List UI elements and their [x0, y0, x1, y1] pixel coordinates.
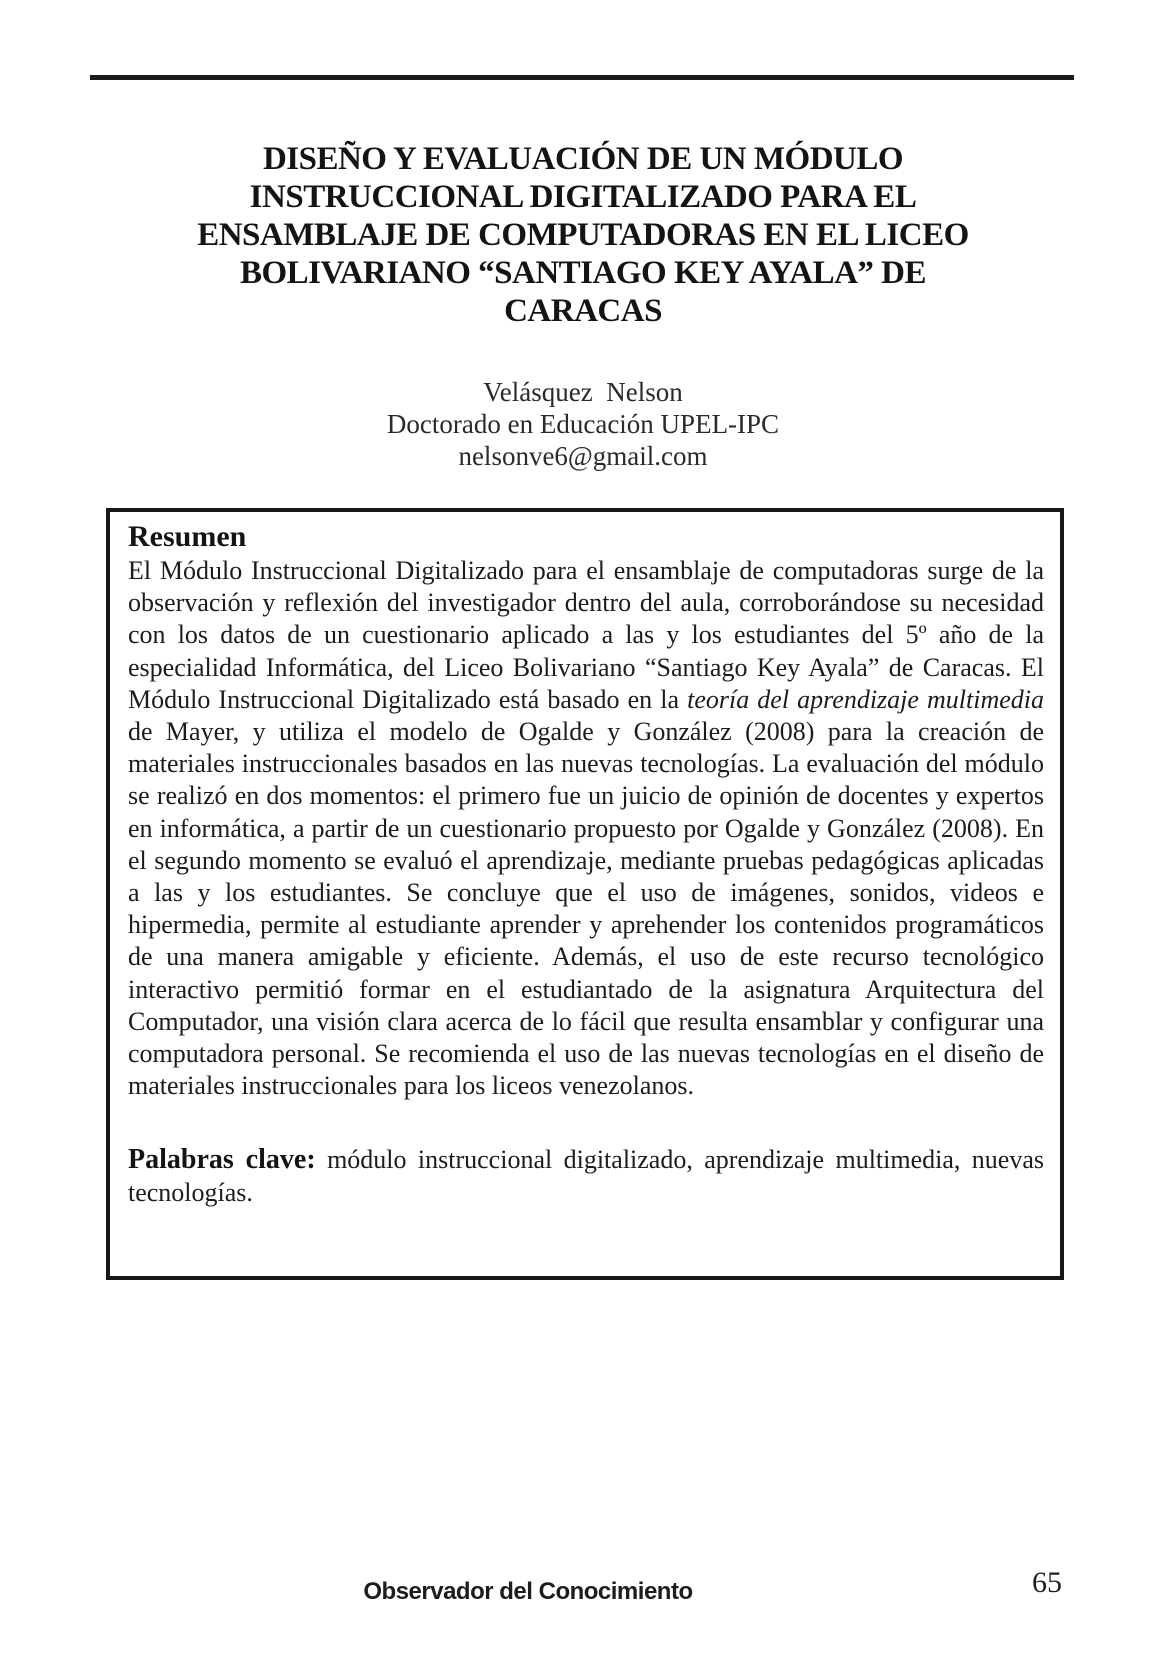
article-title — [70, 140, 1096, 330]
author-block — [0, 376, 1166, 472]
resumen-heading: Resumen — [128, 520, 247, 553]
footer-journal-name: Observador del Conocimiento — [363, 1578, 693, 1605]
resumen-body-text: de Mayer, y utiliza el modelo de Ogalde y González (2008) para la creación de materiales instruccionales basados en las nuevas tecnologías. La evaluación del módulo se realizó en dos momentos: el primero fue un juicio de opinión de docentes y expertos en informática, a partir de un cuestionario propuesto por Ogalde y González (2008). En el segundo momento se evaluó el aprendizaje, mediante pruebas pedagógicas aplicadas a las y los estudiantes. Se concluye que el uso de imágenes, sonidos, videos e hipermedia, permite al estudiante aprender y aprehender los contenidos programáticos de una manera amigable y eficiente. Además, el uso de este recurso tecnológico interactivo permitió formar en el estudiantado de la asignatura Arquitectura del Computador, una visión clara acerca de lo fácil que resulta ensamblar y configurar una computadora personal. Se recomienda el uso de las nuevas tecnologías en el diseño de materiales instruccionales para los liceos venezolanos. — [128, 717, 1044, 1101]
resumen-body-italic: teoría del aprendizaje multimedia — [687, 684, 1044, 714]
keywords-text: módulo instruccional digitalizado, aprendizaje multimedia, nuevas tecnologías. — [128, 1145, 1044, 1207]
author-affiliation: Doctorado en Educación UPEL-IPC — [386, 409, 780, 439]
author-email: nelsonve6@gmail.com — [458, 441, 708, 471]
article-title-line: ENSAMBLAJE DE COMPUTADORAS EN EL LICEO — [197, 217, 969, 253]
keywords-paragraph — [128, 1144, 1044, 1208]
keywords-label: Palabras clave: — [128, 1144, 316, 1176]
article-title-line: INSTRUCCIONAL DIGITALIZADO PARA EL — [249, 179, 917, 215]
resumen-body — [128, 555, 1044, 1102]
article-title-line: DISEÑO Y EVALUACIÓN DE UN MÓDULO — [262, 141, 904, 177]
article-title-line: BOLIVARIANO “SANTIAGO KEY AYALA” DE — [239, 255, 927, 291]
author-name: Velásquez Nelson — [483, 377, 683, 407]
article-title-line: CARACAS — [504, 293, 662, 329]
top-rule — [90, 75, 1074, 80]
footer-page-number: 65 — [1032, 1566, 1062, 1599]
resumen-box — [106, 508, 1064, 1280]
resumen-body-text: El Módulo Instruccional Digitalizado para el ensamblaje de computadoras surge de la observación y reflexión del investigador dentro del aula, corroborándose su necesidad con los datos de un cuestionario aplicado a las y los estudiantes del 5º año de la especialidad Informática, del Liceo Bolivariano “Santiago Key Ayala” de Caracas. El Módulo Instruccional Digitalizado está basado en la — [128, 556, 1044, 714]
